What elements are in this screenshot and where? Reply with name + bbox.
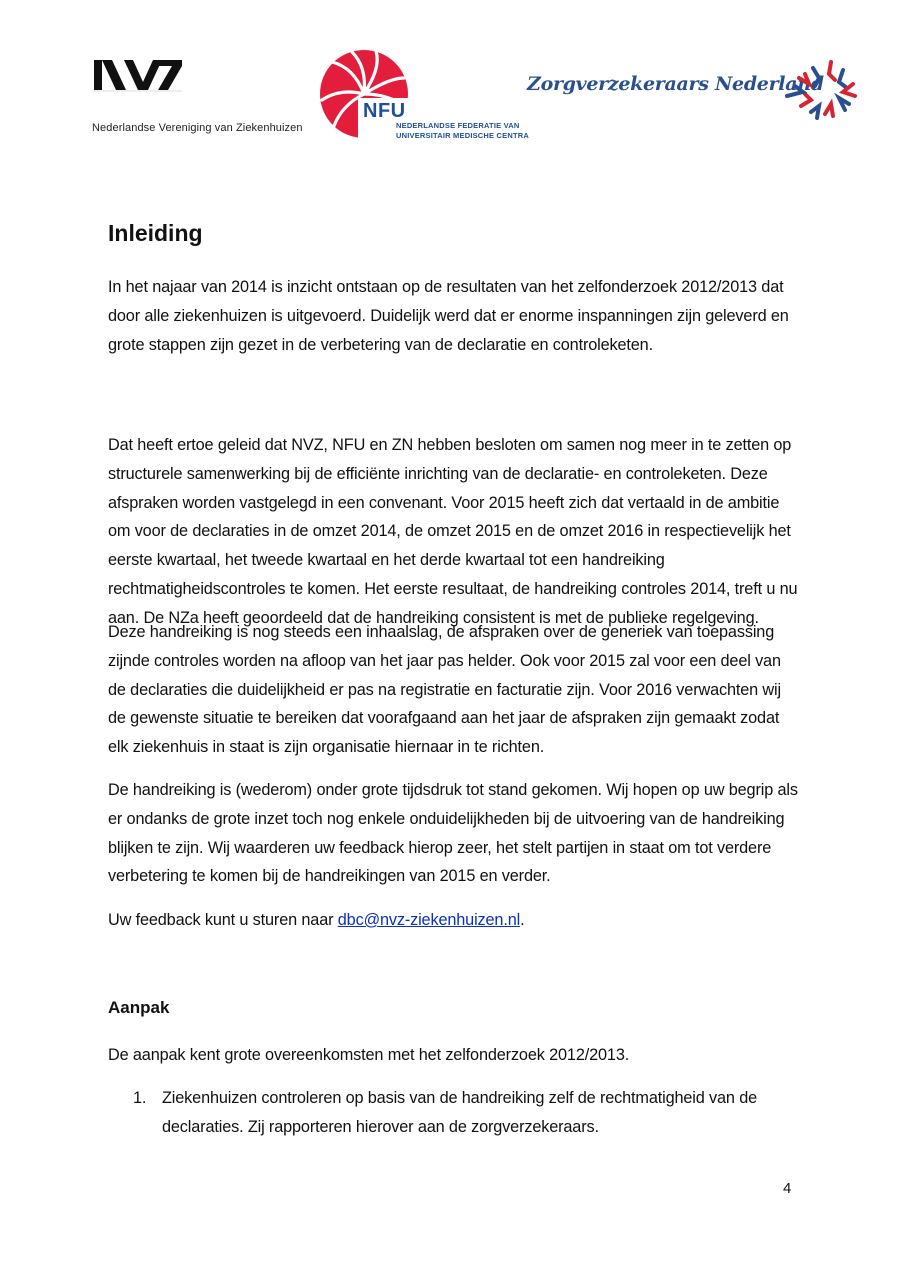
zn-running-figures-icon [783, 56, 865, 126]
aanpak-intro: De aanpak kent grote overeenkomsten met het zelfonderzoek 2012/2013. [108, 1046, 630, 1064]
feedback-email-link[interactable]: dbc@nvz-ziekenhuizen.nl [337, 911, 521, 929]
aanpak-list [108, 1084, 798, 1142]
list-item [108, 1084, 798, 1142]
nfu-logo [318, 48, 528, 140]
section-title-inleiding: Inleiding [108, 220, 203, 246]
list-item-number: 1. [133, 1089, 147, 1107]
nfu-logo-line2: UNIVERSITAIR MEDISCHE CENTRA [396, 131, 529, 140]
zn-logo [527, 56, 872, 126]
paragraph: In het najaar van 2014 is inzicht ontstaan op de resultaten van het zelfonderzoek 2012/2013 dat door alle ziekenhuizen is uitgevoerd. Duidelijk werd dat er enorme inspanningen zijn geleverd en grote stappen zijn gezet in de verbetering van de declaratie en controleketen. [108, 278, 789, 354]
page-number: 4 [783, 1180, 792, 1197]
nfu-logo-abbr: NFU [363, 100, 406, 122]
zn-logo-name: Zorgverzekeraars Nederland [527, 73, 824, 95]
paragraph: De handreiking is (wederom) onder grote tijdsdruk tot stand gekomen. Wij hopen op uw begrip als er ondanks de grote inzet toch nog enkele onduidelijkheden bij de uitvoering van de handreiking blijken te zijn. Wij waarderen uw feedback hierop zeer, het stelt partijen in staat om tot verdere verbetering te komen bij de handreikingen van 2015 en verder. [108, 781, 798, 886]
feedback-paragraph [108, 906, 798, 935]
nvz-logo [92, 58, 322, 138]
list-item-text: Ziekenhuizen controleren op basis van de handreiking zelf de rechtmatigheid van de declaraties. Zij rapporteren hierover aan de zorgverzekeraars. [162, 1089, 758, 1136]
paragraph: Dat heeft ertoe geleid dat NVZ, NFU en ZN hebben besloten om samen nog meer in te zetten op structurele samenwerking bij de efficiënte inrichting van de declaratie- en controleketen. Deze afspraken worden vastgelegd in een convenant. Voor 2015 heeft zich dat vertaald in de ambitie om voor de declaraties in de omzet 2014, de omzet 2015 en de omzet 2016 in respectievelijk het eerste kwartaal, het tweede kwartaal en het derde kwartaal tot een handreiking rechtmatigheidscontroles te komen. Het eerste resultaat, de handreiking controles 2014, treft u nu aan. De NZa heeft geoordeeld dat de handreiking consistent is met de publieke regelgeving. [108, 436, 798, 627]
paragraph: Deze handreiking is nog steeds een inhaalslag, de afspraken over de generiek van toepassing zijnde controles worden na afloop van het jaar pas helder. Ook voor 2015 zal voor een deel van de declaraties die duidelijkheid er pas na registratie en facturatie zijn. Voor 2016 verwachten wij de gewenste situatie te bereiken dat voorafgaand aan het jaar de afspraken zijn gemaakt zodat elk ziekenhuis in staat is zijn organisatie hiernaar in te richten. [108, 623, 781, 757]
nvz-logo-mark-icon [92, 58, 184, 92]
nfu-logo-line1: NEDERLANDSE FEDERATIE VAN [396, 121, 520, 130]
nvz-logo-subtitle: Nederlandse Vereniging van Ziekenhuizen [92, 122, 303, 134]
feedback-prefix: Uw feedback kunt u sturen naar [108, 911, 338, 929]
feedback-suffix: . [520, 911, 525, 929]
section-heading-aanpak: Aanpak [108, 998, 170, 1017]
